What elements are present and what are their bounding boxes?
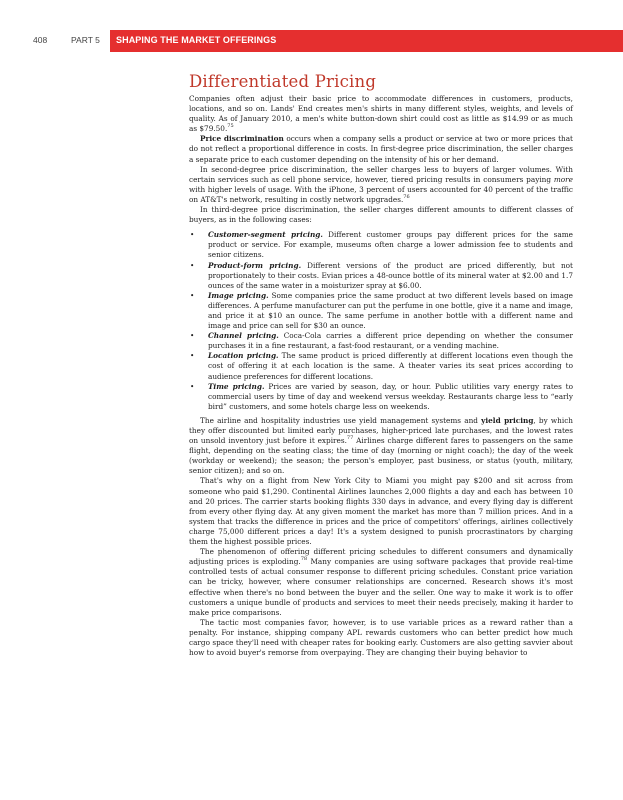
list-item	[189, 331, 573, 351]
intro-text: Companies often adjust their basic price to accommodate differences in customers, products, locations, and so on. Lands' End creates men's shirts in many different styles, weights, and levels of quality. As of January 2010, a men's white button-down shirt could cost as little as $14.99 or as much as $79.50.	[189, 94, 573, 134]
miami-flight-paragraph: That's why on a flight from New York City to Miami you might pay $200 and sit across from someone who paid $1,290. Continental Airlines launches 2,000 flights a day and each has between 10 and 20 prices. The carrier starts booking flights 330 days in advance, and every flying day is different from every other flying day. At any given moment the market has more than 7 million prices. And in a system that tracks the difference in prices and the price of competitors' offerings, airlines collectively charge 75,000 different prices a day! It's a system designed to punish procrastinators by charging them the highest possible prices.	[189, 476, 573, 547]
case-text: Prices are varied by season, day, or hour. Public utilities vary energy rates to commercial users by time of day and weekend versus weekday. Restaurants charge less to “early bird” customers, and some hotels charge less on weekends.	[208, 381, 573, 411]
yield-text-rest: Airlines charge different fares to passengers on the same flight, depending on the seating class; the time of day (morning or night coach); the day of the week (workday or weekend); the season; the person's employer, past business, or status (youth, military, senior citizen); and so on.	[189, 436, 573, 476]
page-number: 408	[33, 35, 48, 45]
bullet-icon: •	[190, 351, 195, 361]
phenomenon-text: The phenomenon of offering different pricing schedules to different consumers and dynamically adjusting prices is exploding.	[189, 547, 573, 567]
tactic-paragraph: The tactic most companies favor, however, is to use variable prices as a reward rather than a penalty. For instance, shipping company APL rewards customers who can better predict how much cargo space they'll need with cheaper rates for booking early. Customers are also getting savvier about how to avoid buyer's remorse from overpaying. They are changing their buying behavior to	[189, 617, 573, 658]
case-term: Location pricing.	[208, 351, 279, 361]
case-term: Customer-segment pricing.	[208, 230, 323, 240]
phenomenon-text-after: Many companies are using software packages that provide real-time controlled tests of actual consumer response to different pricing schedules. Constant price variation can be tricky, however, where consumer relationships are concerned. Research shows it's most effective when there's no bond between the buyer and the seller. One way to make it work is to offer customers a unique bundle of products and services to meet their needs precisely, making it harder to make price comparisons.	[189, 557, 574, 617]
second-degree-text: In second-degree price discrimination, the seller charges less to buyers of larger volumes. With certain services such as cell phone service, however, tiered pricing results in consumers paying	[189, 164, 573, 184]
case-text: Coca-Cola carries a different price depending on whether the consumer purchases it in a fine restaurant, a fast-food restaurant, or a vending machine.	[208, 331, 573, 351]
second-degree-paragraph	[189, 165, 573, 205]
bullet-icon: •	[190, 290, 195, 300]
section-band	[110, 30, 623, 52]
endnote-78: 78	[300, 556, 308, 563]
case-term: Time pricing.	[208, 381, 265, 391]
list-item	[189, 291, 573, 331]
section-heading: Differentiated Pricing	[189, 72, 377, 91]
list-item	[189, 261, 573, 291]
pricing-cases-list	[189, 230, 573, 412]
second-degree-text-after: with higher levels of usage. With the iPhone, 3 percent of users accounted for 40 percent of the traffic on AT&T's network, resulting in costly network upgrades.	[189, 184, 573, 204]
list-item	[189, 382, 573, 412]
case-text: Different customer groups pay different prices for the same product or service. For example, museums often charge a lower admission fee to students and senior citizens.	[208, 230, 573, 260]
yield-text-after: , by which they offer discounted but limited early purchases, higher-priced late purchases, and the lowest rates on unsold inventory just before it expires.	[189, 415, 573, 446]
intro-paragraph	[189, 94, 573, 134]
endnote-76: 76	[403, 193, 410, 200]
phenomenon-paragraph	[189, 547, 573, 618]
case-term: Channel pricing.	[208, 331, 279, 341]
case-text: The same product is priced differently at different locations even though the cost of offering it at each location is the same. A theater varies its seat prices according to audience preferences for different locations.	[208, 351, 573, 381]
bullet-icon: •	[190, 381, 195, 391]
yield-text-before: The airline and hospitality industries use yield management systems and	[200, 415, 482, 425]
section-title: SHAPING THE MARKET OFFERINGS	[116, 35, 277, 45]
yield-pricing-paragraph	[189, 416, 573, 477]
case-term: Product-form pricing.	[208, 260, 302, 270]
case-text: Different versions of the product are priced differently, but not proportionately to their costs. Evian prices a 48-ounce bottle of its mineral water at $2.00 and 1.7 ounces of the same water in a moisturizer spray at $6.00.	[208, 260, 573, 290]
price-discrimination-paragraph	[189, 134, 573, 164]
bullet-icon: •	[190, 331, 195, 341]
list-item	[189, 230, 573, 260]
third-degree-paragraph: In third-degree price discrimination, the seller charges different amounts to different classes of buyers, as in the following cases:	[189, 205, 573, 225]
article-body	[189, 72, 573, 658]
case-term: Image pricing.	[208, 290, 269, 300]
list-item	[189, 351, 573, 381]
running-header	[0, 30, 623, 52]
bullet-icon: •	[190, 230, 195, 240]
endnote-77: 77	[346, 435, 354, 442]
term-yield-pricing: yield pricing	[481, 415, 534, 425]
bullet-icon: •	[190, 260, 195, 270]
endnote-75: 75	[227, 123, 234, 130]
price-discrimination-text: occurs when a company sells a product or service at two or more prices that do not reflect a proportional difference in costs. In first-degree price discrimination, the seller charges a separate price to each customer depending on the intensity of his or her demand.	[189, 134, 573, 164]
part-label: PART 5	[71, 35, 100, 45]
term-price-discrimination: Price discrimination	[200, 134, 284, 144]
case-text: Some companies price the same product at two different levels based on image differences. A perfume manufacturer can put the perfume in one bottle, give it a name and image, and price it at $10 an ounce. The same perfume in another bottle with a different name and image and price can sell for $30 an ounce.	[208, 290, 573, 331]
emphasis-more: more	[553, 174, 573, 184]
